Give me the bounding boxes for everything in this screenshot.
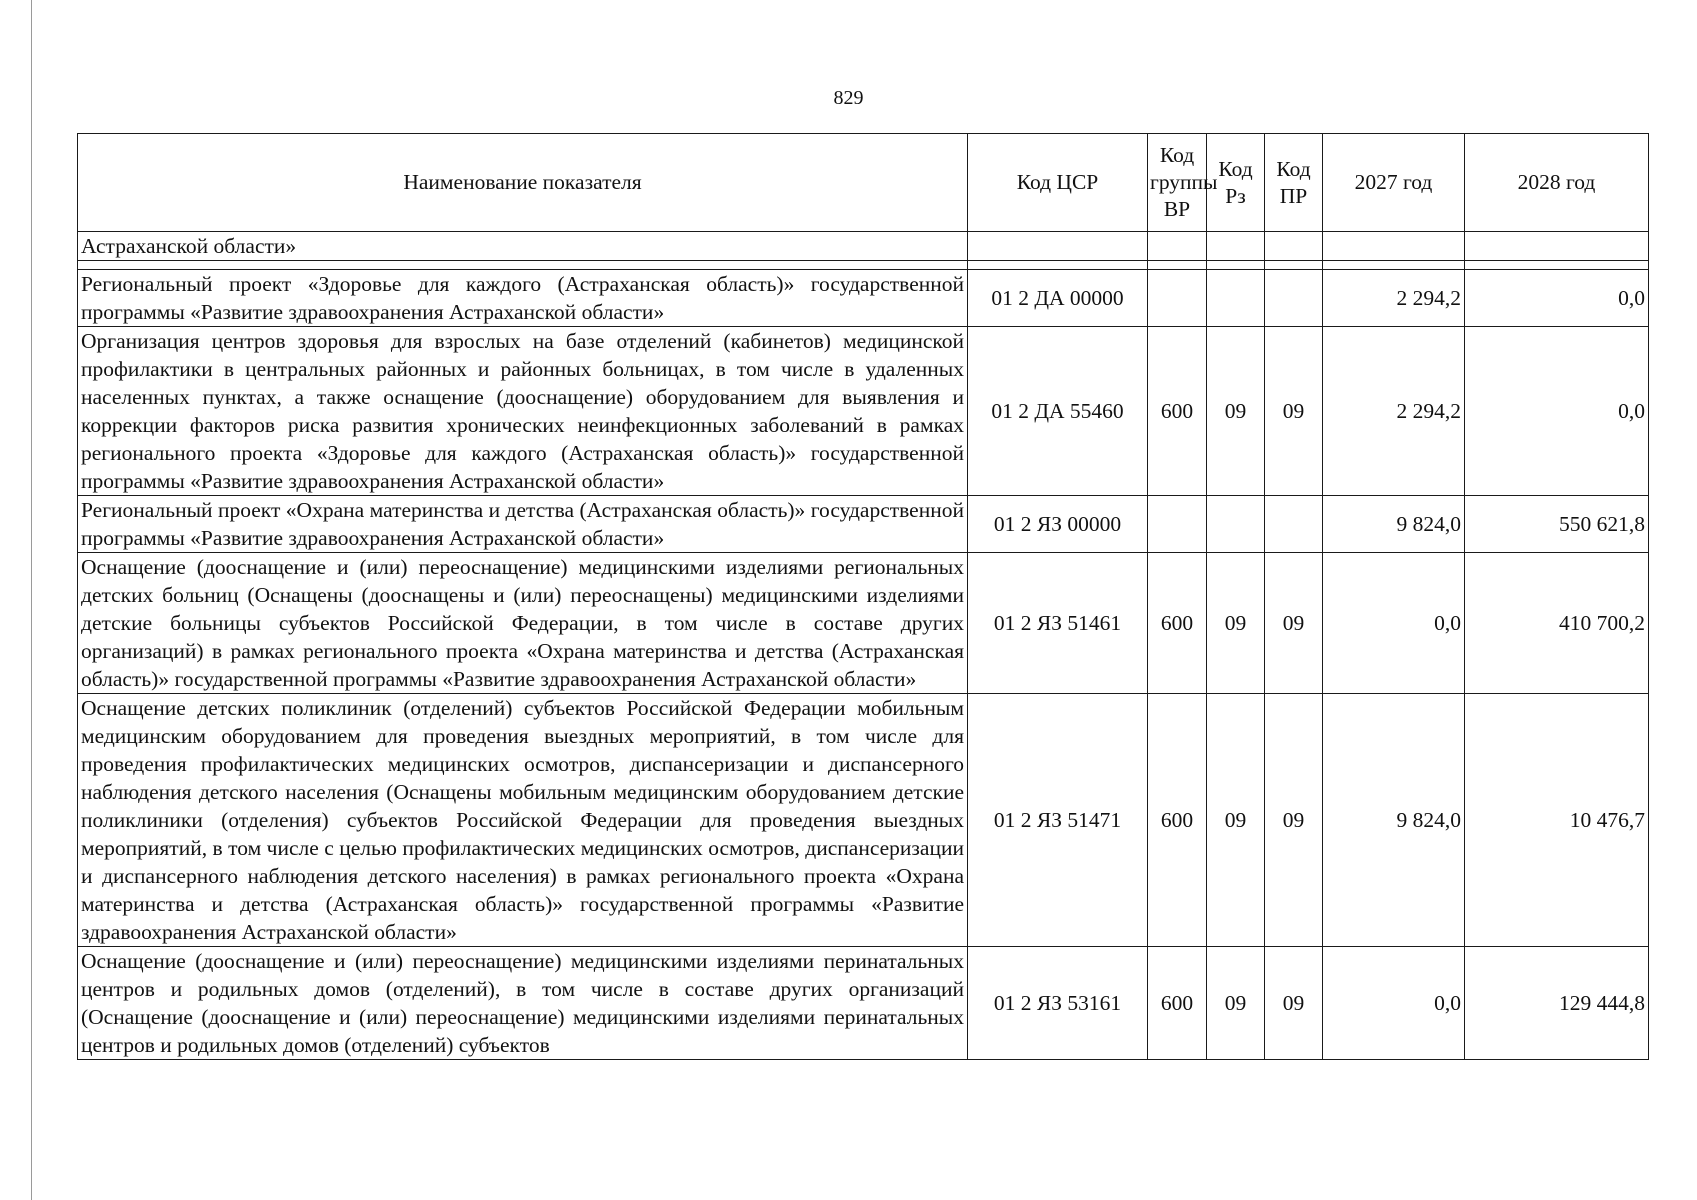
header-row (78, 134, 1649, 232)
row-2027: 0,0 (1323, 553, 1465, 694)
table-spacer-row (78, 261, 1649, 270)
table-row (78, 270, 1649, 327)
row-2027: 0,0 (1323, 947, 1465, 1060)
row-rz: 09 (1207, 947, 1265, 1060)
header-2027: 2027 год (1323, 134, 1465, 232)
budget-table (77, 133, 1649, 1060)
row-pr: 09 (1265, 327, 1323, 496)
row-csr: 01 2 ДА 55460 (968, 327, 1148, 496)
row-rz (1207, 496, 1265, 553)
header-2028: 2028 год (1465, 134, 1649, 232)
header-csr: Код ЦСР (968, 134, 1148, 232)
row-2028: 0,0 (1465, 270, 1649, 327)
row-rz (1207, 270, 1265, 327)
header-pr: Код ПР (1265, 134, 1323, 232)
row-name: Оснащение (дооснащение и (или) переоснащение) медицинскими изделиями перинатальных центров и родильных домов (отделений), в том числе в составе других организаций (Оснащение (дооснащение и (или) переоснащение) медицинскими изделиями перинатальных центров и родильных домов (отделений) субъектов (78, 947, 968, 1060)
row-rz: 09 (1207, 327, 1265, 496)
row-pr (1265, 496, 1323, 553)
row-vr: 600 (1148, 553, 1207, 694)
table-row (78, 496, 1649, 553)
row-vr: 600 (1148, 947, 1207, 1060)
row-name: Региональный проект «Здоровье для каждого (Астраханская область)» государственной программы «Развитие здравоохранения Астраханской области» (78, 270, 968, 327)
continuation-text: Астраханской области» (78, 232, 968, 261)
row-csr: 01 2 ЯЗ 51471 (968, 694, 1148, 947)
row-rz: 09 (1207, 553, 1265, 694)
row-name: Организация центров здоровья для взрослых на базе отделений (кабинетов) медицинской профилактики в центральных районных и районных больницах, в том числе в удаленных населенных пунктах, а также оснащение (дооснащение) оборудованием для выявления и коррекции факторов риска развития хронических неинфекционных заболеваний в рамках регионального проекта «Здоровье для каждого (Астраханская область)» государственной программы «Развитие здравоохранения Астраханской области» (78, 327, 968, 496)
row-pr: 09 (1265, 947, 1323, 1060)
row-csr: 01 2 ЯЗ 00000 (968, 496, 1148, 553)
row-rz: 09 (1207, 694, 1265, 947)
row-csr: 01 2 ДА 00000 (968, 270, 1148, 327)
header-name: Наименование показателя (78, 134, 968, 232)
row-2028: 10 476,7 (1465, 694, 1649, 947)
row-vr: 600 (1148, 694, 1207, 947)
row-name: Оснащение детских поликлиник (отделений) субъектов Российской Федерации мобильным медицинским оборудованием для проведения выездных мероприятий, в том числе для проведения профилактических медицинских осмотров, диспансеризации и диспансерного наблюдения детского населения (Оснащены мобильным медицинским оборудованием детские поликлиники (отделения) субъектов Российской Федерации для проведения выездных мероприятий, в том числе с целью профилактических медицинских осмотров, диспансеризации и диспансерного наблюдения детского населения) в рамках регионального проекта «Охрана материнства и детства (Астраханская область)» государственной программы «Развитие здравоохранения Астраханской области» (78, 694, 968, 947)
row-vr (1148, 270, 1207, 327)
row-pr: 09 (1265, 553, 1323, 694)
row-2028: 410 700,2 (1465, 553, 1649, 694)
table-row-continuation (78, 232, 1649, 261)
row-name: Региональный проект «Охрана материнства и детства (Астраханская область)» государственной программы «Развитие здравоохранения Астраханской области» (78, 496, 968, 553)
row-2027: 2 294,2 (1323, 270, 1465, 327)
row-csr: 01 2 ЯЗ 51461 (968, 553, 1148, 694)
row-2028: 129 444,8 (1465, 947, 1649, 1060)
row-vr: 600 (1148, 327, 1207, 496)
page-number: 829 (833, 87, 864, 109)
table-row (78, 553, 1649, 694)
page-edge-line (31, 0, 32, 1200)
table-row (78, 327, 1649, 496)
row-pr: 09 (1265, 694, 1323, 947)
row-2028: 0,0 (1465, 327, 1649, 496)
row-2028: 550 621,8 (1465, 496, 1649, 553)
row-vr (1148, 496, 1207, 553)
row-csr: 01 2 ЯЗ 53161 (968, 947, 1148, 1060)
table-row (78, 947, 1649, 1060)
row-pr (1265, 270, 1323, 327)
header-rz: Код Рз (1207, 134, 1265, 232)
row-2027: 9 824,0 (1323, 496, 1465, 553)
header-vr: Код группы ВР (1148, 134, 1207, 232)
row-name: Оснащение (дооснащение и (или) переоснащение) медицинскими изделиями региональных детских больниц (Оснащены (дооснащены и (или) переоснащены) медицинскими изделиями детские больницы субъектов Российской Федерации, в том числе в составе других организаций) в рамках регионального проекта «Охрана материнства и детства (Астраханская область)» государственной программы «Развитие здравоохранения Астраханской области» (78, 553, 968, 694)
row-2027: 2 294,2 (1323, 327, 1465, 496)
table-row (78, 694, 1649, 947)
row-2027: 9 824,0 (1323, 694, 1465, 947)
